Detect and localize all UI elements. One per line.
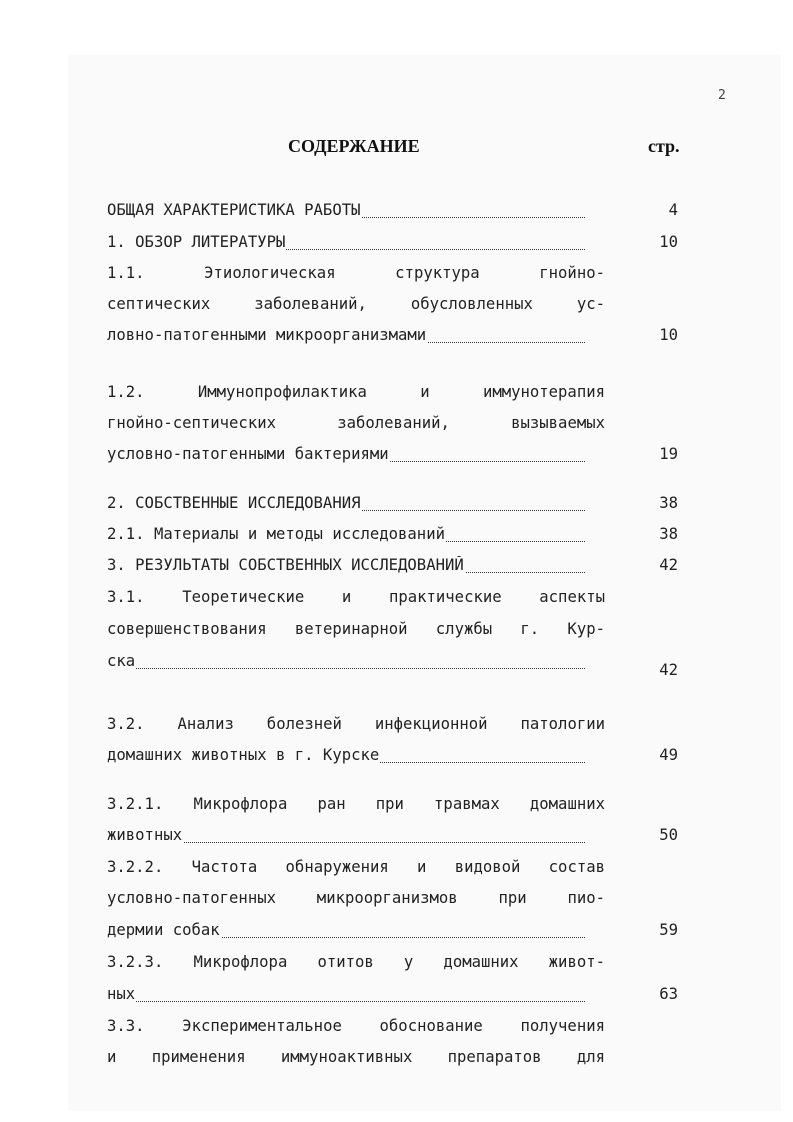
toc-entry-line[interactable]: 3.2.1. Микрофлора ран при травмах домашних bbox=[107, 795, 605, 813]
toc-entry-line[interactable]: 1. ОБЗОР ЛИТЕРАТУРЫ bbox=[107, 233, 585, 255]
toc-entry-line[interactable]: 2. СОБСТВЕННЫЕ ИССЛЕДОВАНИЯ bbox=[107, 494, 585, 516]
toc-entry-line[interactable]: 3. РЕЗУЛЬТАТЫ СОБСТВЕННЫХ ИССЛЕДОВАНИЙ bbox=[107, 556, 585, 578]
toc-entry-line[interactable]: 3.1. Теоретические и практические аспекты bbox=[107, 588, 605, 606]
toc-entry-line[interactable]: домашних животных в г. Курске bbox=[107, 746, 585, 768]
toc-page-number: 63 bbox=[659, 985, 678, 1003]
toc-page-number: 10 bbox=[659, 326, 678, 344]
toc-entry-line[interactable]: ОБЩАЯ ХАРАКТЕРИСТИКА РАБОТЫ bbox=[107, 201, 585, 223]
toc-page-number: 38 bbox=[659, 525, 678, 543]
toc-page-number: 42 bbox=[659, 661, 678, 679]
toc-entry-line[interactable]: условно-патогенных микроорганизмов при пио- bbox=[107, 889, 605, 907]
toc-entry-line[interactable]: 1.1. Этиологическая структура гнойно- bbox=[107, 264, 605, 282]
toc-entry-line[interactable]: животных bbox=[107, 826, 585, 848]
toc-entry-line[interactable]: условно-патогенными бактериями bbox=[107, 445, 585, 467]
toc-page-number: 42 bbox=[659, 556, 678, 574]
toc-entry-line[interactable]: ска bbox=[107, 652, 585, 674]
toc-entry-line[interactable]: ловно-патогенными микроорганизмами bbox=[107, 326, 585, 348]
toc-page-number: 38 bbox=[659, 494, 678, 512]
toc-entry-line[interactable]: 3.2. Анализ болезней инфекционной патологии bbox=[107, 715, 605, 733]
toc-entry-line[interactable]: 3.2.2. Частота обнаружения и видовой состав bbox=[107, 858, 605, 876]
toc-entry-line[interactable]: септических заболеваний, обусловленных ус- bbox=[107, 295, 605, 313]
toc-entry-line[interactable]: 3.2.3. Микрофлора отитов у домашних живот- bbox=[107, 953, 605, 971]
toc-entry-line[interactable]: 3.3. Экспериментальное обоснование получения bbox=[107, 1017, 605, 1035]
page-column-label: стр. bbox=[648, 136, 680, 156]
toc-page-number: 59 bbox=[659, 921, 678, 939]
toc-entry-line[interactable]: 2.1. Материалы и методы исследований bbox=[107, 525, 585, 547]
toc-entry-line[interactable]: гнойно-септических заболеваний, вызываемых bbox=[107, 414, 605, 432]
toc-page-number: 10 bbox=[659, 233, 678, 251]
toc-page-number: 4 bbox=[668, 201, 678, 219]
toc-heading: СОДЕРЖАНИЕ bbox=[288, 136, 420, 156]
toc-entry-line[interactable]: совершенствования ветеринарной службы г. Кур- bbox=[107, 620, 605, 638]
toc-page-number: 50 bbox=[659, 826, 678, 844]
toc-entry-line[interactable]: и применения иммуноактивных препаратов для bbox=[107, 1048, 605, 1066]
toc-page-number: 49 bbox=[659, 746, 678, 764]
toc-entry-line[interactable]: ных bbox=[107, 985, 585, 1007]
toc-entry-line[interactable]: дермии собак bbox=[107, 921, 585, 943]
page-number: 2 bbox=[718, 88, 726, 103]
toc-page-number: 19 bbox=[659, 445, 678, 463]
toc-entry-line[interactable]: 1.2. Иммунопрофилактика и иммунотерапия bbox=[107, 383, 605, 401]
